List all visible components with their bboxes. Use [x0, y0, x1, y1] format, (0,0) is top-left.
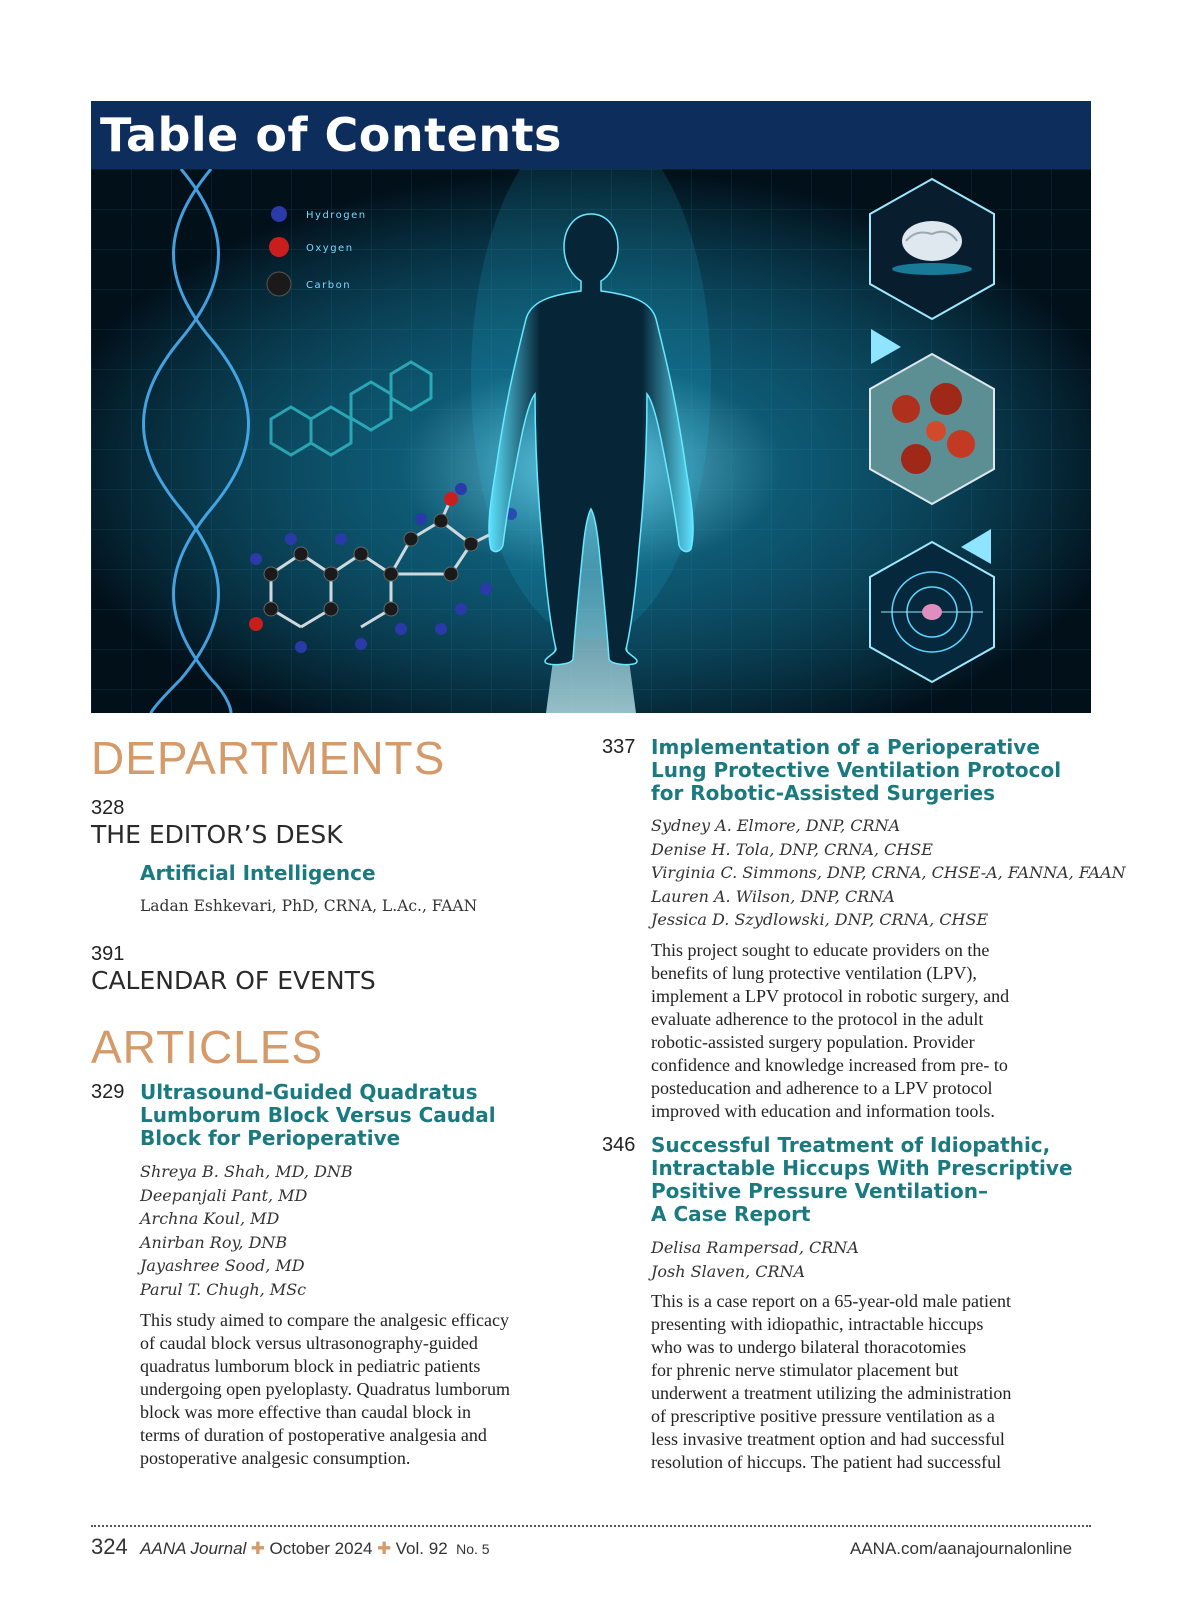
footer-date: October 2024: [269, 1539, 373, 1558]
departments-heading: DEPARTMENTS: [91, 732, 446, 784]
article-329-abstract: This study aimed to compare the analgesic efficacy of caudal block versus ultrasonography-guided quadratus lumborum block in pediatric patients undergoing open pyeloplasty. Quadratus lumborum block was more effective than caudal block in terms of duration of postoperative analgesia and postoperative analgesic consumption.: [140, 1310, 510, 1468]
calendar-title[interactable]: CALENDAR OF EVENTS: [91, 966, 376, 995]
editors-desk-title[interactable]: THE EDITOR’S DESK: [91, 820, 343, 849]
article-346-authors: Delisa Rampersad, CRNA Josh Slaven, CRNA: [651, 1238, 859, 1281]
page-title: Table of Contents: [100, 108, 562, 162]
footer-issue: No. 5: [456, 1541, 490, 1557]
legend-carbon: Carbon: [306, 280, 352, 291]
legend-hydrogen: Hydrogen: [306, 210, 367, 221]
article-337-abstract: This project sought to educate providers on the benefits of lung protective ventilation (LPV), implement a LPV protocol in robotic surgery, and evaluate adherence to the protocol in the adult robotic-assisted surgery population. Provider confidence and knowledge increased from pre- to posteducation and adherence to a LPV protocol improved with education and information tools.: [651, 940, 1010, 1121]
footer-journal: AANA Journal: [140, 1539, 247, 1558]
article-346-page: 346: [602, 1134, 636, 1156]
article-329-title[interactable]: Ultrasound-Guided Quadratus Lumborum Block Versus Caudal Block for Perioperative: [140, 1080, 496, 1150]
editors-desk-author: Ladan Eshkevari, PhD, CRNA, L.Ac., FAAN: [140, 897, 478, 915]
articles-heading: ARTICLES: [91, 1021, 324, 1073]
footer-separator-icon: ✚: [376, 1539, 392, 1558]
legend-oxygen: Oxygen: [306, 243, 354, 254]
editors-desk-page: 328: [91, 797, 125, 819]
article-329-page: 329: [91, 1081, 125, 1103]
oxygen-swatch-icon: [269, 237, 289, 257]
article-329-authors: Shreya B. Shah, MD, DNB Deepanjali Pant, MD Archna Koul, MD Anirban Roy, DNB Jayashree Sood, MD Parul T. Chugh, MSc: [140, 1162, 353, 1299]
article-337-page: 337: [602, 736, 636, 758]
carbon-swatch-icon: [267, 272, 291, 296]
hero-illustration: [91, 169, 1091, 713]
footer-page-number: 324: [91, 1534, 128, 1559]
footer-citation: [91, 1534, 490, 1560]
article-337-title[interactable]: Implementation of a Perioperative Lung Protective Ventilation Protocol for Robotic-Assisted Surgeries: [651, 735, 1062, 805]
footer-url[interactable]: AANA.com/aanajournalonline: [850, 1539, 1073, 1558]
footer-volume: Vol. 92: [395, 1539, 448, 1558]
footer-divider: [91, 1525, 1091, 1527]
hydrogen-swatch-icon: [271, 206, 287, 222]
editors-desk-subtitle[interactable]: Artificial Intelligence: [140, 861, 376, 885]
calendar-page: 391: [91, 943, 125, 965]
footer-separator-icon: ✚: [250, 1539, 266, 1558]
article-346-title[interactable]: Successful Treatment of Idiopathic, Intractable Hiccups With Prescriptive Positive Pressure Ventilation– A Case Report: [651, 1133, 1073, 1226]
article-337-authors: Sydney A. Elmore, DNP, CRNA Denise H. Tola, DNP, CRNA, CHSE Virginia C. Simmons, DNP, CRNA, CHSE-A, FANNA, FAAN Lauren A. Wilson, DNP, CRNA Jessica D. Szydlowski, DNP, CRNA, CHSE: [651, 816, 1126, 929]
article-346-abstract: This is a case report on a 65-year-old male patient presenting with idiopathic, intractable hiccups who was to undergo bilateral thoracotomies for phrenic nerve stimulator placement but underwent a treatment utilizing the administration of prescriptive positive pressure ventilation as a less invasive treatment option and had successful resolution of hiccups. The patient had successful: [651, 1291, 1012, 1472]
